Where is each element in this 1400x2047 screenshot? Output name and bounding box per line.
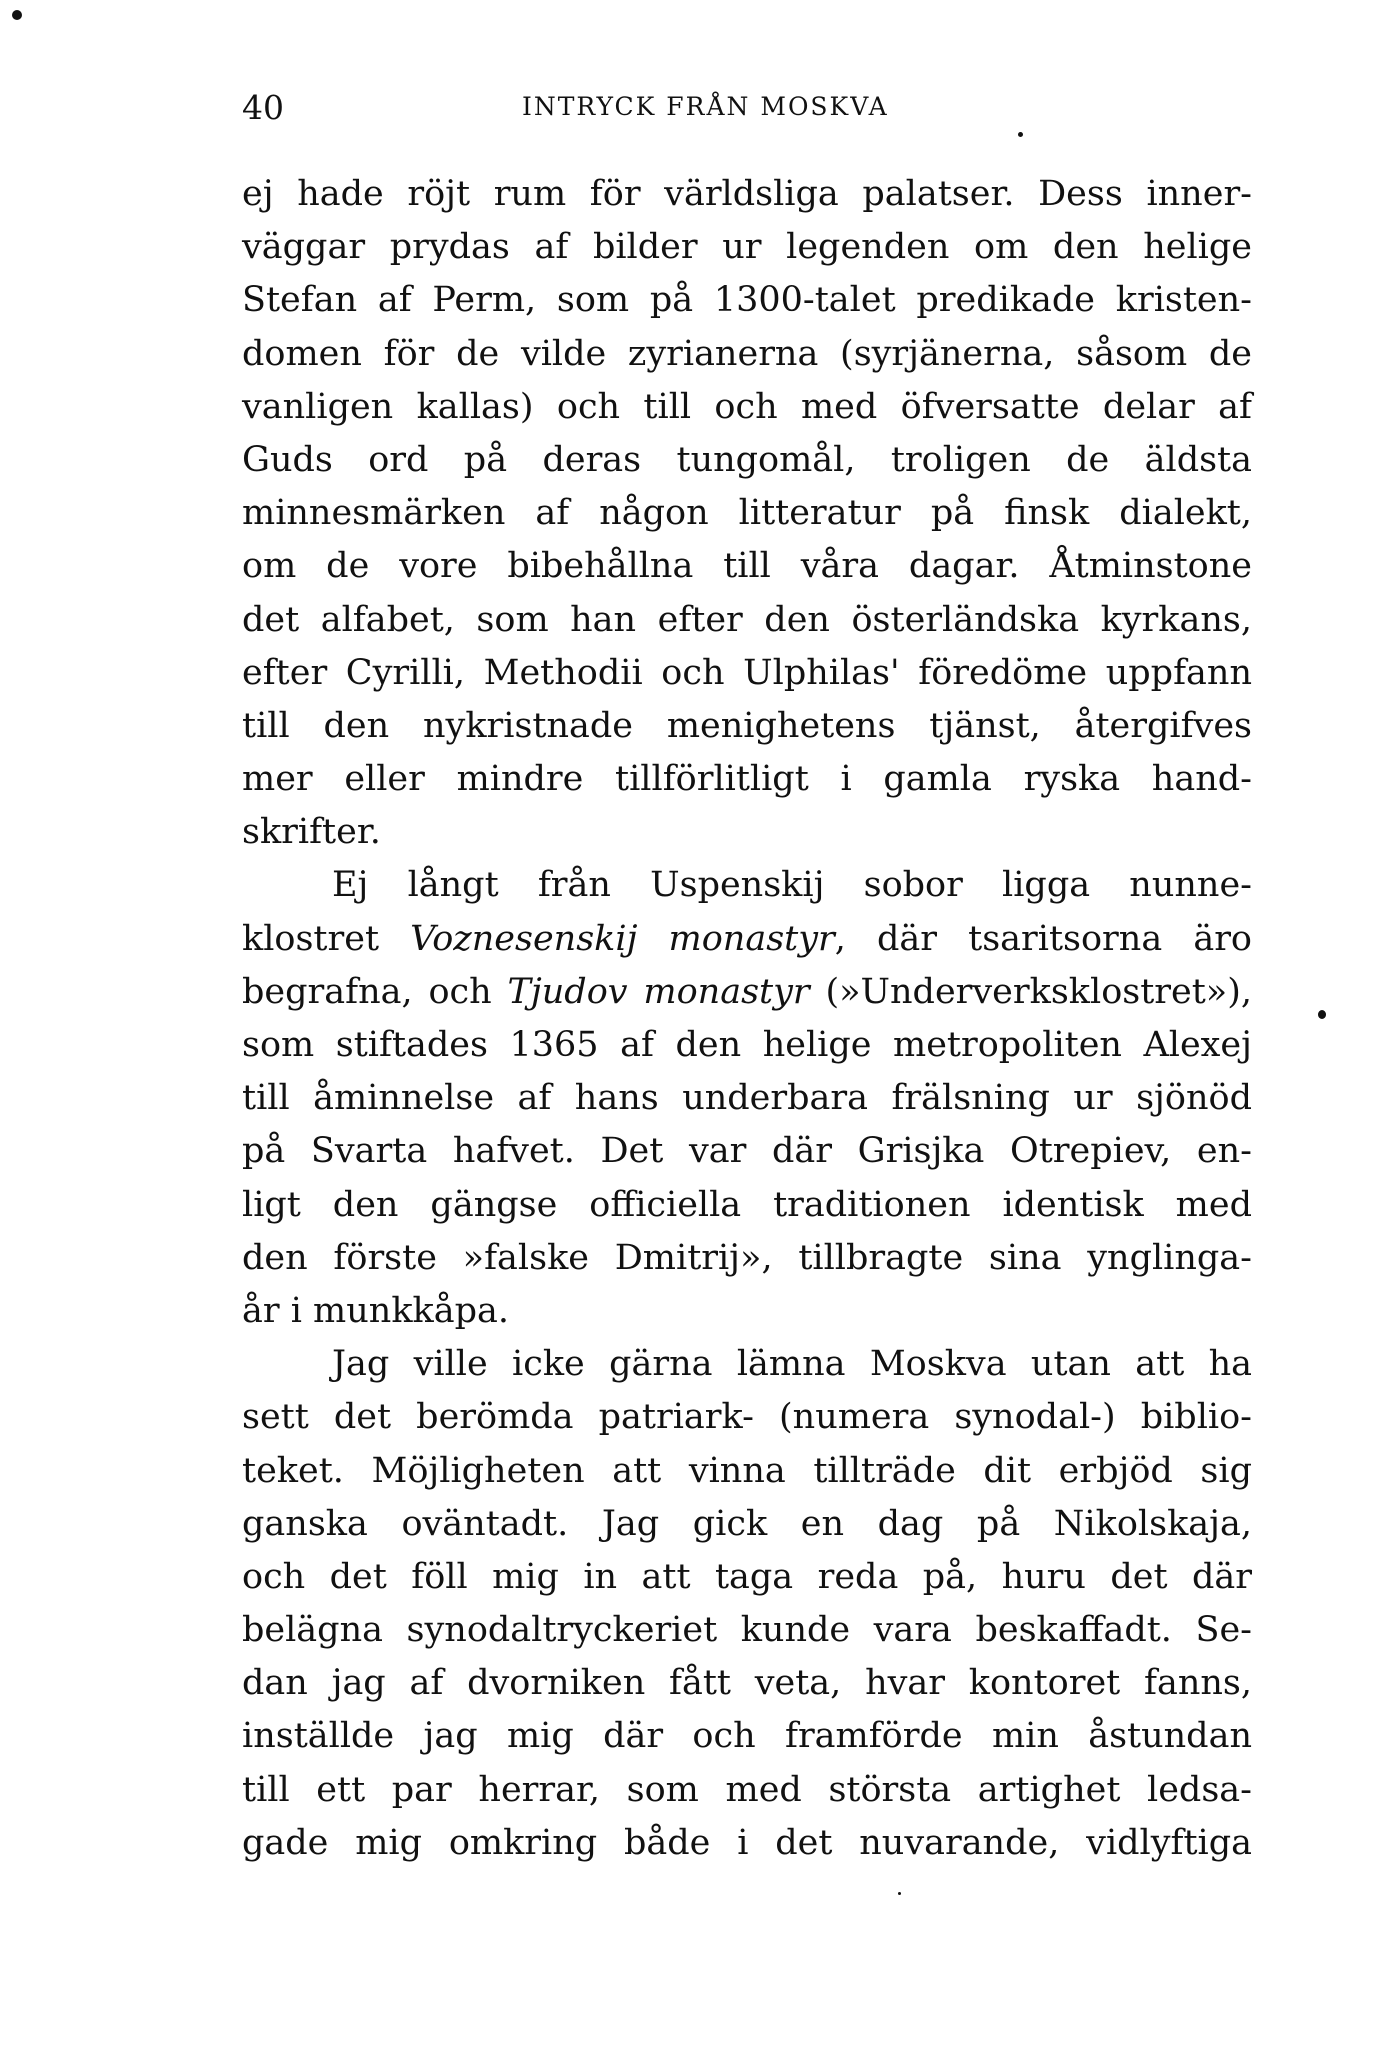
ink-speck (898, 1892, 901, 1895)
text-line: dan jag af dvorniken fått veta, hvar kontoret fanns, (242, 1663, 1252, 1704)
text-line: skrifter. (242, 812, 381, 853)
text-line (242, 966, 1252, 1019)
text-line: om de vore bibehållna till våra dagar. Åtminstone (242, 546, 1252, 587)
text-line: gade mig omkring både i det nuvarande, vidlyftiga (242, 1822, 1252, 1863)
italic-name: Voznesenskij monastyr (410, 918, 835, 959)
text-line: belägna synodaltryckeriet kunde vara beskaffadt. Se- (242, 1610, 1252, 1651)
text-line: och det föll mig in att taga reda på, huru det där (242, 1556, 1252, 1597)
text-line: efter Cyrilli, Methodii och Ulphilas' föredöme uppfann (242, 652, 1252, 693)
text-line: Ej långt från Uspenskij sobor ligga nunne- (332, 865, 1252, 906)
running-head: INTRYCK FRÅN MOSKVA (522, 92, 889, 121)
body-text (242, 168, 1252, 1870)
ink-speck (12, 10, 22, 20)
text-line: till ett par herrar, som med största artighet ledsa- (242, 1769, 1252, 1810)
italic-name: Tjudov monastyr (507, 971, 810, 1012)
text-line: till den nykristnade menighetens tjänst, återgifves (242, 705, 1252, 746)
text-line: väggar prydas af bilder ur legenden om den helige (242, 227, 1252, 268)
page-header (242, 88, 1252, 128)
ink-speck (1018, 132, 1023, 137)
text-line: minnesmärken af någon litteratur på finsk dialekt, (242, 493, 1252, 534)
text-run: begrafna, och (242, 971, 508, 1012)
text-line: år i munkkåpa. (242, 1290, 509, 1331)
text-run: klostret (242, 918, 411, 959)
text-line: inställde jag mig där och framförde min åstundan (242, 1716, 1252, 1757)
text-run: , där tsaritsorna äro (834, 918, 1252, 959)
ink-speck (1318, 1010, 1326, 1019)
text-line: ganska oväntadt. Jag gick en dag på Nikolskaja, (242, 1503, 1252, 1544)
text-line: Guds ord på deras tungomål, troligen de äldsta (242, 439, 1252, 480)
text-line: Jag ville icke gärna lämna Moskva utan att ha (332, 1344, 1252, 1385)
text-line: domen för de vilde zyrianerna (syrjänerna, såsom de (242, 333, 1252, 374)
text-line: ej hade röjt rum för världsliga palatser. Dess inner- (242, 174, 1252, 214)
text-line: den förste »falske Dmitrij», tillbragte sina ynglinga- (242, 1237, 1252, 1278)
page-number: 40 (242, 88, 284, 127)
text-line: Stefan af Perm, som på 1300-talet predikade kristen- (242, 280, 1252, 321)
text-line: mer eller mindre tillförlitligt i gamla ryska hand- (242, 759, 1252, 800)
text-line: på Svarta hafvet. Det var där Grisjka Otrepiev, en- (242, 1131, 1252, 1172)
text-line: vanligen kallas) och till och med öfversatte delar af (242, 386, 1252, 427)
text-line: som stiftades 1365 af den helige metropoliten Alexej (242, 1025, 1252, 1065)
text-run: (»Underverksklostret»), (809, 971, 1252, 1012)
text-line: sett det berömda patriark- (numera synodal-) biblio- (242, 1397, 1252, 1438)
text-line: det alfabet, som han efter den österländska kyrkans, (242, 599, 1252, 640)
text-line: teket. Möjligheten att vinna tillträde dit erbjöd sig (242, 1450, 1252, 1491)
text-line (242, 913, 1252, 966)
text-line: ligt den gängse officiella traditionen identisk med (242, 1184, 1252, 1225)
text-line: till åminnelse af hans underbara frälsning ur sjönöd (242, 1078, 1252, 1119)
